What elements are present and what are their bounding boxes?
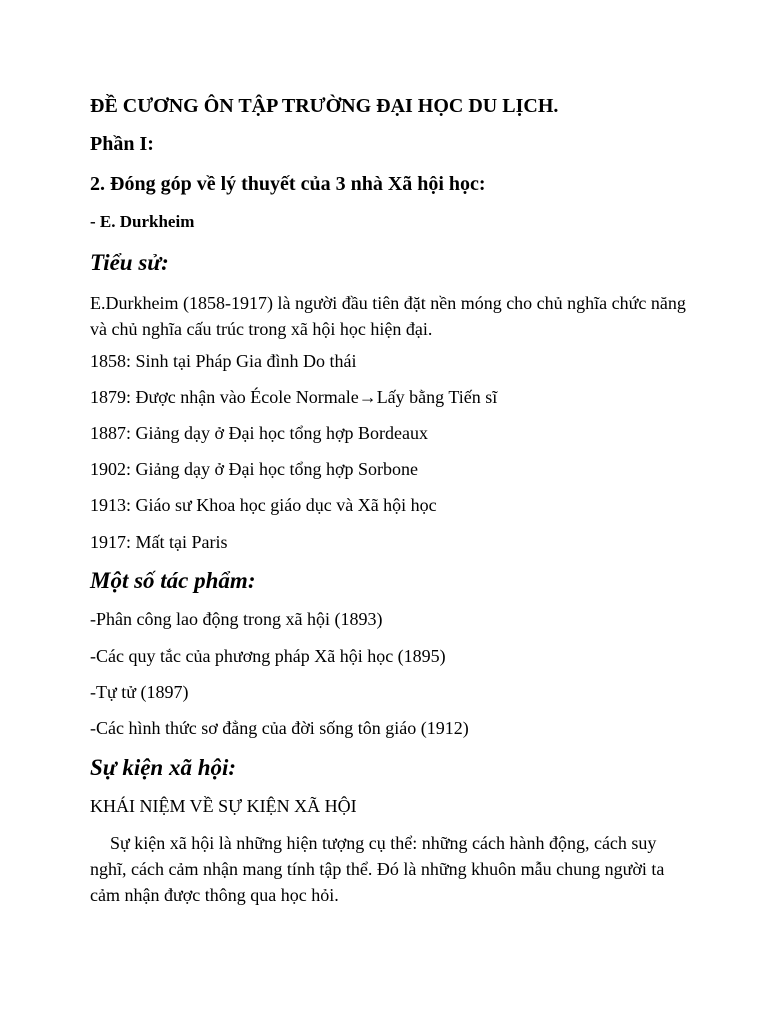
fact-subheading: KHÁI NIỆM VỀ SỰ KIỆN XÃ HỘI [90,796,357,816]
bio-item: 1858: Sinh tại Pháp Gia đình Do thái [90,351,357,371]
works-item: -Các hình thức sơ đẳng của đời sống tôn giáo (1912) [90,718,469,738]
bio-heading: Tiểu sử: [90,250,169,275]
works-heading: Một số tác phẩm: [90,568,256,593]
works-item: -Tự tử (1897) [90,682,189,702]
bio-item: 1887: Giảng dạy ở Đại học tổng hợp Bordeaux [90,423,428,443]
works-item: -Các quy tắc của phương pháp Xã hội học (1895) [90,646,446,666]
bio-item: 1879: Được nhận vào École Normale→Lấy bằng Tiến sĩ [90,387,498,407]
fact-paragraph: Sự kiện xã hội là những hiện tượng cụ thể: những cách hành động, cách suy nghĩ, cách cảm nhận mang tính tập thể. Đó là những khuôn mẫu chung người ta cảm nhận được thông qua học hỏi. [90,833,665,905]
topic-heading: 2. Đóng góp về lý thuyết của 3 nhà Xã hội học: [90,173,486,195]
person-heading: - E. Durkheim [90,212,195,231]
bio-item: 1917: Mất tại Paris [90,532,228,552]
bio-item: 1902: Giảng dạy ở Đại học tổng hợp Sorbone [90,459,418,479]
part-heading: Phần I: [90,133,154,155]
bio-intro-paragraph: E.Durkheim (1858-1917) là người đầu tiên đặt nền móng cho chủ nghĩa chức năng và chủ nghĩa cấu trúc trong xã hội học hiện đại. [90,293,686,339]
fact-heading: Sự kiện xã hội: [90,755,237,780]
document-title: ĐỀ CƯƠNG ÔN TẬP TRƯỜNG ĐẠI HỌC DU LỊCH. [90,95,559,117]
works-item: -Phân công lao động trong xã hội (1893) [90,609,383,629]
bio-item: 1913: Giáo sư Khoa học giáo dục và Xã hội học [90,495,437,515]
